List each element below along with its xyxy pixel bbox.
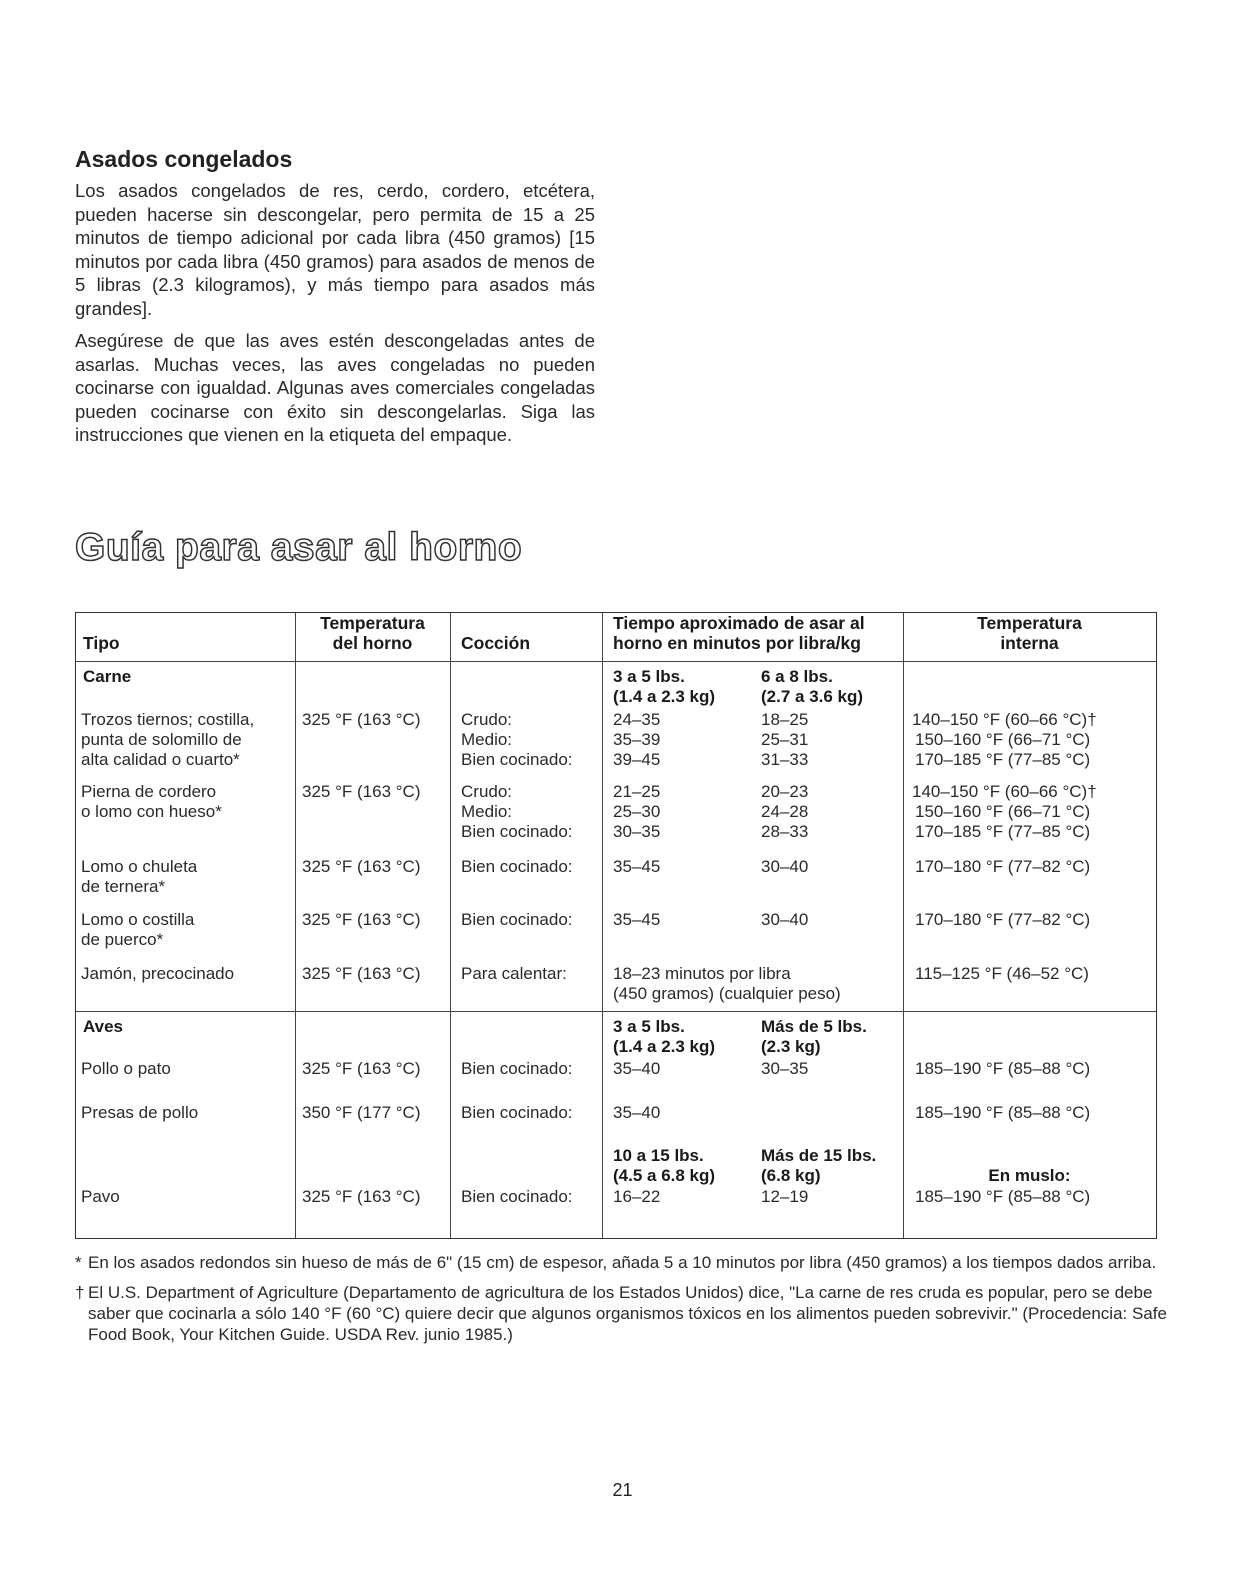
weight-range: (4.5 a 6.8 kg)	[613, 1166, 716, 1185]
doneness: Crudo:	[461, 782, 513, 801]
cut-name: Pavo	[81, 1187, 120, 1206]
doneness: Crudo:	[461, 710, 513, 729]
weight-range: 3 a 5 lbs.	[613, 1017, 685, 1036]
header-tipo: Tipo	[83, 633, 120, 653]
time-value: 31–33	[761, 750, 809, 769]
internal-temp: 185–190 °F (85–88 °C)	[915, 1103, 1091, 1122]
page-title: Guía para asar al horno	[75, 526, 523, 569]
row-divider	[76, 1011, 1156, 1012]
cut-name: Lomo o chuleta	[81, 857, 198, 876]
time-value: 24–28	[761, 802, 809, 821]
weight-range: 6 a 8 lbs.	[761, 667, 833, 686]
section-heading: Asados congelados	[75, 146, 293, 172]
time-value: 24–35	[613, 710, 661, 729]
header-oven-temp-line1: Temperatura	[320, 613, 425, 633]
oven-temp: 325 °F (163 °C)	[302, 964, 421, 983]
cut-name: Trozos tiernos; costilla,	[81, 710, 255, 729]
internal-temp: 170–180 °F (77–82 °C)	[915, 857, 1091, 876]
oven-temp: 325 °F (163 °C)	[302, 1059, 421, 1078]
cut-name: punta de solomillo de	[81, 730, 242, 749]
roasting-table	[75, 612, 1157, 1239]
internal-temp: 170–185 °F (77–85 °C)	[915, 750, 1091, 769]
cut-name: Lomo o costilla	[81, 910, 195, 929]
footnote-text: En los asados redondos sin hueso de más de 6" (15 cm) de espesor, añada 5 a 10 minutos por libra (450 gramos) a los tiempos dados arriba.	[88, 1253, 1157, 1272]
time-value: 20–23	[761, 782, 809, 801]
doneness: Bien cocinado:	[461, 822, 573, 841]
internal-temp: 185–190 °F (85–88 °C)	[915, 1059, 1091, 1078]
doneness: Para calentar:	[461, 964, 567, 983]
cut-name: Jamón, precocinado	[81, 964, 235, 983]
time-value: 30–35	[761, 1059, 809, 1078]
cut-name: alta calidad o cuarto*	[81, 750, 240, 769]
internal-temp-label: En muslo:	[988, 1166, 1071, 1185]
time-value: 25–31	[761, 730, 809, 749]
doneness: Bien cocinado:	[461, 910, 573, 929]
doneness: Bien cocinado:	[461, 857, 573, 876]
doneness: Bien cocinado:	[461, 750, 573, 769]
time-value: 35–45	[613, 857, 661, 876]
weight-range: (6.8 kg)	[761, 1166, 821, 1185]
oven-temp: 325 °F (163 °C)	[302, 1187, 421, 1206]
weight-range: (1.4 a 2.3 kg)	[613, 1037, 716, 1056]
paragraph: Los asados congelados de res, cerdo, cordero, etcétera, pueden hacerse sin descongelar, pero permita de 15 a 25 minutos de tiempo adicional por cada libra (450 gramos) [15 minutos por cada libra (450 gramos) para asados de menos de 5 libras (2.3 kilogramos), y más tiempo para asados más grandes].	[75, 180, 595, 319]
header-internal-temp-line2: interna	[1000, 633, 1059, 653]
cut-name: de ternera*	[81, 877, 166, 896]
column-divider	[450, 613, 451, 1238]
time-value: 21–25	[613, 782, 661, 801]
internal-temp: 140–150 °F (60–66 °C)†	[912, 782, 1097, 801]
weight-range: (2.3 kg)	[761, 1037, 821, 1056]
time-value: 16–22	[613, 1187, 661, 1206]
group-label-aves: Aves	[83, 1017, 124, 1036]
weight-range: 3 a 5 lbs.	[613, 667, 685, 686]
weight-range: (2.7 a 3.6 kg)	[761, 687, 864, 706]
time-value: 35–40	[613, 1103, 661, 1122]
time-value: 39–45	[613, 750, 661, 769]
time-value: 25–30	[613, 802, 661, 821]
doneness: Bien cocinado:	[461, 1103, 573, 1122]
oven-temp: 325 °F (163 °C)	[302, 710, 421, 729]
footnote-mark: †	[75, 1283, 85, 1302]
header-time-line2: horno en minutos por libra/kg	[613, 633, 861, 653]
column-divider	[295, 613, 296, 1238]
doneness: Bien cocinado:	[461, 1187, 573, 1206]
footnote	[75, 1282, 1175, 1345]
paragraph: Asegúrese de que las aves estén descongeladas antes de asarlas. Muchas veces, las aves congeladas no pueden cocinarse con igualdad. Algunas aves comerciales congeladas pueden cocinarse con éxito sin descongelarlas. Siga las instrucciones que vienen en la etiqueta del empaque.	[75, 330, 595, 445]
oven-temp: 325 °F (163 °C)	[302, 782, 421, 801]
time-value: 30–40	[761, 910, 809, 929]
cut-name: Presas de pollo	[81, 1103, 199, 1122]
column-divider	[602, 613, 603, 1238]
time-value: 12–19	[761, 1187, 809, 1206]
internal-temp: 185–190 °F (85–88 °C)	[915, 1187, 1091, 1206]
footnotes	[75, 1252, 1175, 1354]
internal-temp: 170–180 °F (77–82 °C)	[915, 910, 1091, 929]
header-coccion: Cocción	[461, 633, 531, 653]
internal-temp: 150–160 °F (66–71 °C)	[915, 730, 1091, 749]
doneness: Bien cocinado:	[461, 1059, 573, 1078]
time-value: 28–33	[761, 822, 809, 841]
internal-temp: 150–160 °F (66–71 °C)	[915, 802, 1091, 821]
page-number: 21	[612, 1480, 633, 1500]
oven-temp: 350 °F (177 °C)	[302, 1103, 421, 1122]
group-label-carne: Carne	[83, 667, 132, 686]
weight-range: 10 a 15 lbs.	[613, 1146, 704, 1165]
time-value: 18–25	[761, 710, 809, 729]
time-value: 35–39	[613, 730, 661, 749]
internal-temp: 140–150 °F (60–66 °C)†	[912, 710, 1097, 729]
header-oven-temp-line2: del horno	[332, 633, 413, 653]
internal-temp: 115–125 °F (46–52 °C)	[915, 964, 1089, 983]
internal-temp: 170–185 °F (77–85 °C)	[915, 822, 1091, 841]
time-value: 35–40	[613, 1059, 661, 1078]
time-value: 35–45	[613, 910, 661, 929]
header-time-line1: Tiempo aproximado de asar al	[613, 613, 865, 633]
weight-range: Más de 15 lbs.	[761, 1146, 877, 1165]
oven-temp: 325 °F (163 °C)	[302, 910, 421, 929]
weight-range: Más de 5 lbs.	[761, 1017, 867, 1036]
row-divider	[76, 661, 1156, 662]
doneness: Medio:	[461, 802, 513, 821]
doneness: Medio:	[461, 730, 513, 749]
footnote	[75, 1252, 1175, 1273]
column-divider	[903, 613, 904, 1238]
time-value: (450 gramos) (cualquier peso)	[613, 984, 841, 1003]
frozen-roasts-section	[75, 146, 595, 456]
cut-name: Pollo o pato	[81, 1059, 171, 1078]
time-value: 18–23 minutos por libra	[613, 964, 791, 983]
oven-temp: 325 °F (163 °C)	[302, 857, 421, 876]
weight-range: (1.4 a 2.3 kg)	[613, 687, 716, 706]
cut-name: de puerco*	[81, 930, 164, 949]
time-value: 30–35	[613, 822, 661, 841]
footnote-text: El U.S. Department of Agriculture (Departamento de agricultura de los Estados Unidos) dice, "La carne de res cruda es popular, pero se debe saber que cocinarla a sólo 140 °F (60 °C) quiere decir que algunos organismos tóxicos en los alimentos pueden sobrevivir." (Procedencia: Safe Food Book, Your Kitchen Guide. USDA Rev. junio 1985.)	[88, 1283, 1167, 1344]
footnote-mark: *	[75, 1253, 82, 1272]
cut-name: Pierna de cordero	[81, 782, 217, 801]
time-value: 30–40	[761, 857, 809, 876]
cut-name: o lomo con hueso*	[81, 802, 222, 821]
header-internal-temp-line1: Temperatura	[977, 613, 1082, 633]
